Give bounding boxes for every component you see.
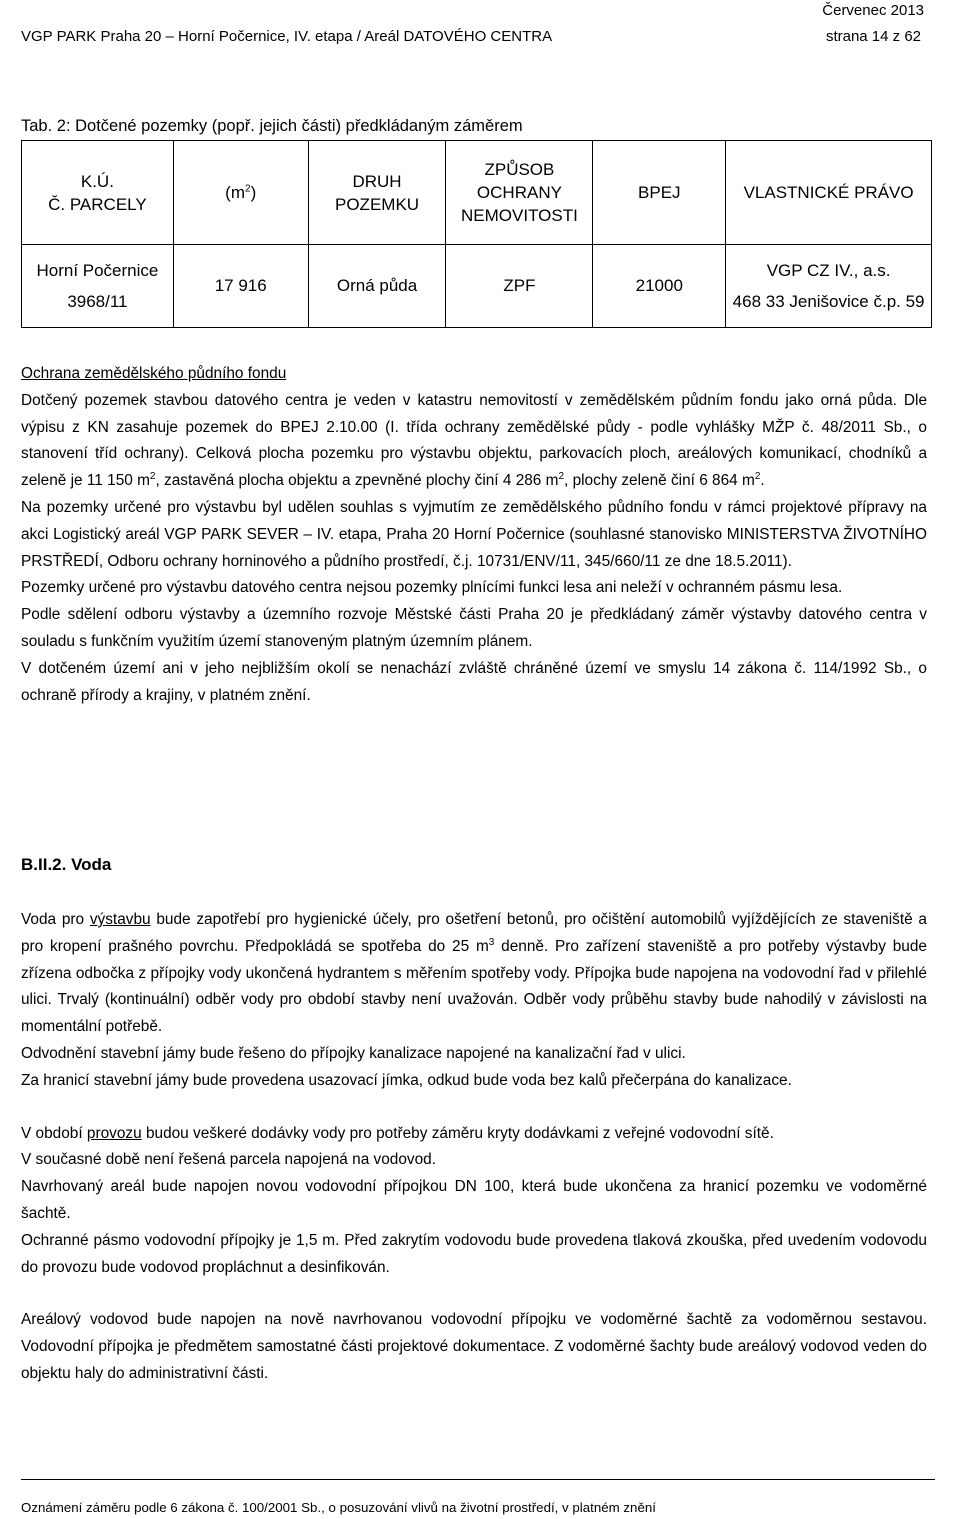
footer-text: Oznámení záměru podle 6 zákona č. 100/2001 Sb., o posuzování vlivů na životní prostředí, v platném znění <box>21 1500 656 1515</box>
voda-paragraph: Ochranné pásmo vodovodní přípojky je 1,5 m. Před zakrytím vodovodu bude provedena tlaková zkouška, před uvedením vodovodu do provozu bude vodovod propláchnut a desinfikován. <box>21 1231 927 1276</box>
zpf-paragraph: Na pozemky určené pro výstavbu byl udělen souhlas s vyjmutím ze zemědělského půdního fondu v rámci projektové přípravy na akci Logistický areál VGP PARK SEVER – IV. etapa, Praha 20 Horní Počernice (souhlasné stanovisko MINISTERSTVA ŽIVOTNÍHO PRSTŘEDÍ, Odboru ochrany horninového a půdního prostředí, č.j. 10731/ENV/11, 345/660/11 ze dne 18.5.2011). <box>21 498 927 570</box>
page-number: strana 14 z 62 <box>825 28 921 45</box>
zpf-paragraph: Pozemky určené pro výstavbu datového centra nejsou pozemky plnícími funkci lesa ani neleží v ochranném pásmu lesa. <box>21 579 843 597</box>
voda-paragraph: Areálový vodovod bude napojen na nově navrhovanou vodovodní přípojku ve vodoměrné šachtě za vodoměrnou sestavou. Vodovodní přípojka je předmětem samostatné části projektové dokumentace. Z vodoměrné šachty bude areálový vodovod veden do objektu haly do administrativní části. <box>21 1311 927 1382</box>
voda-paragraph: Za hranicí stavební jámy bude provedena usazovací jímka, odkud bude voda bez kalů přečerpána do kanalizace. <box>21 1071 792 1089</box>
voda-paragraph: Voda pro výstavbu bude zapotřebí pro hygienické účely, pro ošetření betonů, pro očištění automobilů vyjíždějících ze staveniště a pro kropení prašného povrchu. Předpokládá se spotřeba do 25 $m^3$ denně. Pro zařízení staveniště a pro potřeby výstavby bude zřízena odbočka z přípojky vody ukončená hydrantem s měřením spotřeby vody. Přípojka bude napojena na vodovodní řad v přilehlé ulici. Trvalý (kontinuální) odběr vody pro období stavby není uvažován. Odběr vody průběhu stavby bude nahodilý v závislosti na momentální potřebě. <box>21 911 927 1036</box>
header-ownership: VLASTNICKÉ PRÁVO <box>726 141 932 245</box>
zpf-paragraph: V dotčeném území ani v jeho nejbližším okolí se nenachází zvláště chráněné území ve smyslu 14 zákona č. 114/1992 Sb., o ochraně přírody a krajiny, v platném znění. <box>21 659 927 704</box>
table-header-row <box>22 141 932 245</box>
voda-paragraph: V období provozu budou veškeré dodávky vody pro potřeby záměru kryty dodávkami z veřejné vodovodní sítě. <box>21 1124 774 1142</box>
voda-paragraph: Odvodnění stavební jámy bude řešeno do přípojky kanalizace napojené na kanalizační řad v ulici. <box>21 1044 686 1062</box>
cell-ku-parcel: Horní Počernice 3968/11 <box>22 245 174 328</box>
header-ku-parcel: K.Ú. Č. PARCELY <box>22 141 174 245</box>
voda-paragraph: Navrhovaný areál bude napojen novou vodovodní přípojkou DN 100, která bude ukončena za hranicí pozemku ve vodoměrné šachtě. <box>21 1178 927 1222</box>
table-caption: Tab. 2: Dotčené pozemky (popř. jejich části) předkládaným záměrem <box>21 117 523 135</box>
header-land-type: DRUH POZEMKU <box>308 141 446 245</box>
zpf-section <box>21 361 927 709</box>
table-row <box>22 245 932 328</box>
zpf-paragraph: Podle sdělení odboru výstavby a územního rozvoje Městské části Praha 20 je předkládaný záměr výstavby datového centra v souladu s funkčním využitím území stanoveným platným územním plánem. <box>21 606 927 650</box>
cell-ownership: VGP CZ IV., a.s. 468 33 Jenišovice č.p. 59 <box>726 245 932 328</box>
header-protection: ZPŮSOB OCHRANY NEMOVITOSTI <box>446 141 593 245</box>
header-area: $(m^2)$ <box>173 141 308 245</box>
project-title: VGP PARK Praha 20 – Horní Počernice, IV. etapa / Areál DATOVÉHO CENTRA <box>21 28 553 45</box>
voda-paragraph: V současné době není řešená parcela napojená na vodovod. <box>21 1151 437 1169</box>
zpf-paragraph: Dotčený pozemek stavbou datového centra je veden v katastru nemovitostí v zemědělském půdním fondu jako orná půda. Dle výpisu z KN zasahuje pozemek do BPEJ 2.10.00 (I. třída ochrany zemědělské půdy - podle vyhlášky MŽP č. 48/2011 Sb., o stanovení tříd ochrany). Celková plocha pozemku pro výstavbu objektu, parkovacích ploch, areálových komunikací, chodníků a zeleně je 11 150 $m^2$, zastavěná plocha objektu a zpevněné plochy činí 4 286 $m^2$, plochy zeleně činí 6 864 $m^2$. <box>21 391 927 490</box>
cell-protection: ZPF <box>446 245 593 328</box>
affected-plots-table <box>21 140 932 328</box>
cell-bpej: 21000 <box>593 245 726 328</box>
voda-section <box>21 907 927 1388</box>
cell-land-type: Orná půda <box>308 245 446 328</box>
footer-divider <box>21 1479 935 1480</box>
cell-area: 17 916 <box>173 245 308 328</box>
document-date: Červenec 2013 <box>822 2 924 19</box>
header-bpej: BPEJ <box>593 141 726 245</box>
section-heading-voda: B.II.2. Voda <box>21 855 112 874</box>
zpf-heading: Ochrana zemědělského půdního fondu <box>21 365 287 382</box>
